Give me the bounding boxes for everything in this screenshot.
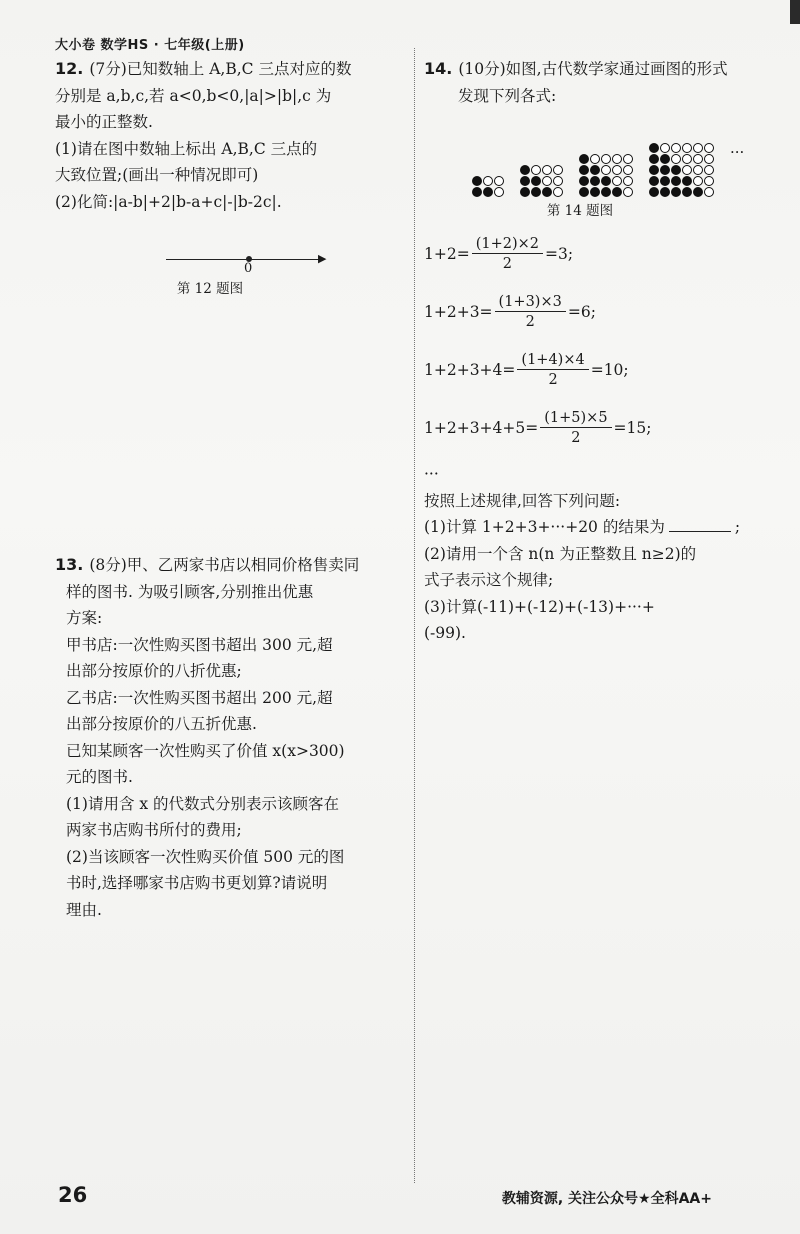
page-header: 大小卷 数学HS · 七年级(上册) <box>55 38 245 53</box>
arrow-right-icon: ▶ <box>318 252 327 265</box>
white-dot <box>704 154 714 164</box>
equation-3: 1+2+3+4= $\frac{(1+4)\times 4}{2}$ =10; <box>424 351 629 388</box>
white-dot <box>704 176 714 186</box>
white-dot <box>590 154 600 164</box>
black-dot <box>579 165 589 175</box>
black-dot <box>660 154 670 164</box>
black-dot <box>531 187 541 197</box>
white-dot <box>601 165 611 175</box>
q14-instruction: 按照上述规律,回答下列问题: <box>424 491 621 510</box>
q14-line-2: 发现下列各式: <box>458 86 557 105</box>
q12-line-1: 12. (7分)已知数轴上 A,B,C 三点对应的数 <box>55 59 352 78</box>
page-number: 26 <box>58 1183 88 1207</box>
black-dot <box>649 143 659 153</box>
black-dot <box>579 176 589 186</box>
white-dot <box>704 143 714 153</box>
q13-line-9: 元的图书. <box>66 768 133 786</box>
black-dot <box>520 176 530 186</box>
q14-part-1: (1)计算 1+2+3+···+20 的结果为 ; <box>424 514 776 541</box>
white-dot <box>671 154 681 164</box>
black-dot <box>671 176 681 186</box>
corner-mark <box>790 0 800 24</box>
white-dot <box>553 176 563 186</box>
dot-grid-4 <box>649 143 714 197</box>
white-dot <box>623 154 633 164</box>
black-dot <box>590 187 600 197</box>
white-dot <box>623 165 633 175</box>
q13-line-1: 13. (8分)甲、乙两家书店以相同价格售卖同 <box>55 555 360 574</box>
black-dot <box>682 176 692 186</box>
black-dot <box>601 176 611 186</box>
white-dot <box>682 165 692 175</box>
question-12 <box>55 56 405 297</box>
q12-number: 12. <box>55 59 84 78</box>
black-dot <box>649 176 659 186</box>
question-13 <box>55 552 407 923</box>
white-dot <box>682 143 692 153</box>
q12-figure-label: 第 12 题图 <box>176 281 244 297</box>
q12-part-1a: (1)请在图中数轴上标出 A,B,C 三点的 <box>55 139 318 158</box>
white-dot <box>704 165 714 175</box>
white-dot <box>483 176 493 186</box>
q12-part-2: (2)化简:|a-b|+2|b-a+c|-|b-2c|. <box>55 192 282 211</box>
q14-line-1: 14. (10分)如图,古代数学家通过画图的形式 <box>424 59 728 78</box>
black-dot <box>579 187 589 197</box>
black-dot <box>579 154 589 164</box>
white-dot <box>612 154 622 164</box>
q13-line-13: 书时,选择哪家书店购书更划算?请说明 <box>66 874 328 892</box>
q13-line-8: 已知某顾客一次性购买了价值 x(x>300) <box>66 741 345 760</box>
dot-pattern-figure <box>472 121 776 197</box>
black-dot <box>649 187 659 197</box>
white-dot <box>601 154 611 164</box>
q13-number: 13. <box>55 555 84 574</box>
question-14 <box>424 56 776 647</box>
equation-4: 1+2+3+4+5= $\frac{(1+5)\times 5}{2}$ =15; <box>424 409 652 446</box>
white-dot <box>693 154 703 164</box>
q14-number: 14. <box>424 59 453 78</box>
figure-ellipsis: ··· <box>730 143 745 161</box>
equation-1: 1+2= $\frac{(1+2)\times 2}{2}$ =3; <box>424 235 574 272</box>
black-dot <box>520 165 530 175</box>
white-dot <box>494 176 504 186</box>
black-dot <box>531 176 541 186</box>
fraction: $\frac{(1+5)\times 5}{2}$ <box>540 409 611 448</box>
white-dot <box>623 187 633 197</box>
q12-line-2: 分别是 a,b,c,若 a<0,b<0,|a|>|b|,c 为 <box>55 86 332 105</box>
white-dot <box>553 187 563 197</box>
black-dot <box>590 165 600 175</box>
number-line-figure <box>166 245 336 275</box>
q13-line-3: 方案: <box>66 609 103 627</box>
black-dot <box>682 187 692 197</box>
fraction: $\frac{(1+4)\times 4}{2}$ <box>517 351 588 390</box>
fraction: $\frac{(1+3)\times 3}{2}$ <box>495 293 566 332</box>
white-dot <box>612 176 622 186</box>
white-dot <box>671 143 681 153</box>
q14-figure-label: 第 14 题图 <box>546 203 614 219</box>
dot-grid-2 <box>520 165 563 197</box>
q14-part-2a: (2)请用一个含 n(n 为正整数且 n≥2)的 <box>424 544 697 563</box>
fraction: $\frac{(1+2)\times 2}{2}$ <box>472 235 543 274</box>
black-dot <box>472 187 482 197</box>
q13-line-2: 样的图书. 为吸引顾客,分别推出优惠 <box>66 582 314 601</box>
white-dot <box>693 143 703 153</box>
black-dot <box>660 176 670 186</box>
black-dot <box>472 176 482 186</box>
white-dot <box>494 187 504 197</box>
black-dot <box>660 165 670 175</box>
white-dot <box>660 143 670 153</box>
dot-grid-1 <box>472 176 504 197</box>
q12-line-3: 最小的正整数. <box>55 113 153 131</box>
white-dot <box>704 187 714 197</box>
dot-grid-3 <box>579 154 633 197</box>
black-dot <box>693 187 703 197</box>
q13-line-5: 出部分按原价的八折优惠; <box>66 662 242 680</box>
white-dot <box>693 176 703 186</box>
white-dot <box>542 176 552 186</box>
answer-blank <box>669 515 731 532</box>
black-dot <box>649 154 659 164</box>
q14-part-2b: 式子表示这个规律; <box>424 571 554 589</box>
q14-part-3b: (-99). <box>424 624 466 642</box>
equation-ellipsis: ··· <box>424 465 439 483</box>
q13-line-12: (2)当该顾客一次性购买价值 500 元的图 <box>66 847 345 866</box>
q13-line-14: 理由. <box>66 900 102 919</box>
origin-label: 0 <box>244 261 253 276</box>
q12-part-1b: 大致位置;(画出一种情况即可) <box>55 166 259 184</box>
black-dot <box>590 176 600 186</box>
equation-2: 1+2+3= $\frac{(1+3)\times 3}{2}$ =6; <box>424 293 596 330</box>
black-dot <box>649 165 659 175</box>
q13-line-11: 两家书店购书所付的费用; <box>66 821 242 839</box>
black-dot <box>660 187 670 197</box>
black-dot <box>671 187 681 197</box>
black-dot <box>542 187 552 197</box>
black-dot <box>601 187 611 197</box>
white-dot <box>682 154 692 164</box>
black-dot <box>520 187 530 197</box>
number-line-axis <box>166 259 322 260</box>
black-dot <box>612 187 622 197</box>
q13-line-4: 甲书店:一次性购买图书超出 300 元,超 <box>66 635 333 654</box>
footer-text: 教辅资源, 关注公众号★全科AA+ <box>501 1191 712 1207</box>
q14-part-3a: (3)计算(-11)+(-12)+(-13)+···+ <box>424 597 655 616</box>
white-dot <box>553 165 563 175</box>
white-dot <box>531 165 541 175</box>
black-dot <box>671 165 681 175</box>
white-dot <box>693 165 703 175</box>
q13-line-6: 乙书店:一次性购买图书超出 200 元,超 <box>66 688 333 707</box>
black-dot <box>483 187 493 197</box>
white-dot <box>542 165 552 175</box>
q13-line-10: (1)请用含 x 的代数式分别表示该顾客在 <box>66 794 340 813</box>
q13-line-7: 出部分按原价的八五折优惠. <box>66 715 257 733</box>
white-dot <box>612 165 622 175</box>
white-dot <box>623 176 633 186</box>
